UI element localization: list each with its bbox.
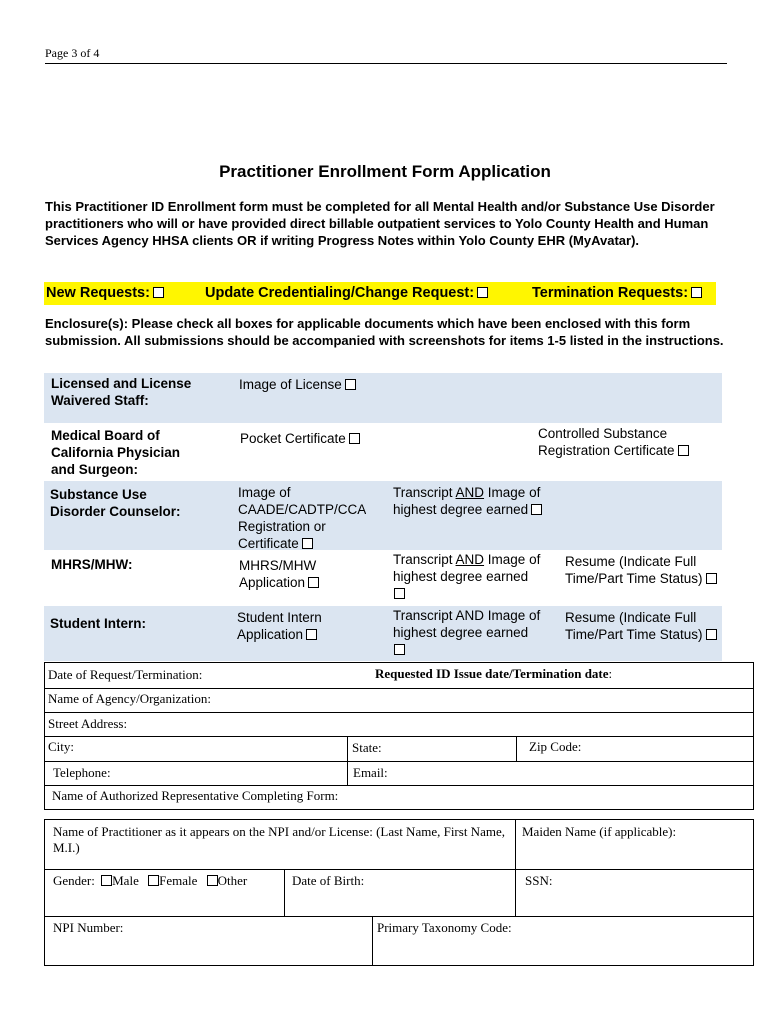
header-rule bbox=[45, 63, 727, 64]
gender-other-checkbox[interactable] bbox=[207, 875, 218, 886]
request-type-bar bbox=[44, 282, 716, 305]
row-sud-c2: Transcript AND Image of highest degree earned bbox=[393, 485, 541, 517]
row-intern-c1 bbox=[237, 609, 347, 643]
intern-application-checkbox[interactable] bbox=[306, 629, 317, 640]
ssn-field[interactable]: SSN: bbox=[525, 873, 553, 888]
authorized-rep-field[interactable]: Name of Authorized Representative Completing Form: bbox=[52, 788, 339, 803]
date-request-field[interactable]: Date of Request/Termination: bbox=[48, 667, 203, 682]
email-field[interactable]: Email: bbox=[353, 765, 388, 780]
row-mhrs-c3 bbox=[565, 553, 725, 587]
row-medical-c1 bbox=[240, 430, 360, 447]
intern-resume-label: Resume (Indicate Full Time/Part Time Status) bbox=[565, 610, 703, 642]
row-intern-c3 bbox=[565, 609, 725, 643]
row-mhrs-c1 bbox=[239, 557, 349, 591]
row-sud-label: Substance Use Disorder Counselor: bbox=[50, 487, 181, 519]
caade-certificate-checkbox[interactable] bbox=[302, 538, 313, 549]
mhrs-resume-label: Resume (Indicate Full Time/Part Time Status) bbox=[565, 554, 703, 586]
row-licensed-c1 bbox=[239, 376, 356, 393]
npi-number-field[interactable]: NPI Number: bbox=[53, 920, 124, 935]
mhrs-transcript-checkbox[interactable] bbox=[394, 588, 405, 599]
taxonomy-code-field[interactable]: Primary Taxonomy Code: bbox=[377, 920, 512, 935]
enclosures-instructions: Enclosure(s): Please check all boxes for applicable documents which have been enclosed with this form submission. All submissions should be accompanied with screenshots for items 1-5 listed in the instructions. bbox=[45, 316, 724, 348]
page-number: Page 3 of 4 bbox=[45, 46, 100, 60]
sud-transcript-checkbox[interactable] bbox=[531, 504, 542, 515]
gender-male-label: Male bbox=[112, 873, 139, 888]
row-licensed-label: Licensed and License Waivered Staff: bbox=[51, 376, 192, 408]
mhrs-application-checkbox[interactable] bbox=[308, 577, 319, 588]
street-address-field[interactable]: Street Address: bbox=[48, 716, 128, 731]
intern-transcript-label: Transcript AND Image of highest degree earned bbox=[393, 608, 541, 640]
city-field[interactable]: City: bbox=[48, 739, 75, 754]
page-title: Practitioner Enrollment Form Application bbox=[219, 162, 551, 181]
update-request-option bbox=[205, 282, 488, 305]
row-mhrs-label: MHRS/MHW: bbox=[51, 557, 133, 572]
intern-application-label: Student Intern Application bbox=[237, 610, 322, 642]
intern-resume-checkbox[interactable] bbox=[706, 629, 717, 640]
gender-female-checkbox[interactable] bbox=[148, 875, 159, 886]
gender-female-label: Female bbox=[159, 873, 198, 888]
new-request-option bbox=[46, 282, 164, 305]
termination-request-option bbox=[532, 282, 702, 305]
row-medical-c3 bbox=[538, 425, 718, 459]
requested-id-field[interactable]: Requested ID Issue date/Termination date: bbox=[375, 666, 613, 681]
mhrs-resume-checkbox[interactable] bbox=[706, 573, 717, 584]
controlled-substance-label: Controlled Substance Registration Certificate bbox=[538, 426, 675, 458]
mhrs-application-label: MHRS/MHW Application bbox=[239, 558, 317, 590]
row-medical-label: Medical Board of California Physician and Surgeon: bbox=[51, 428, 181, 477]
controlled-substance-checkbox[interactable] bbox=[678, 445, 689, 456]
gender-other-label: Other bbox=[217, 873, 248, 888]
row-mhrs-c2: Transcript AND Image of highest degree earned bbox=[393, 551, 553, 602]
update-request-label: Update Credentialing/Change Request: bbox=[205, 285, 475, 301]
row-sud-c1 bbox=[238, 484, 366, 552]
enclosure-table bbox=[44, 373, 722, 663]
gender-label: Gender: bbox=[53, 873, 95, 888]
requested-id-label: Requested ID Issue date/Termination date bbox=[375, 666, 609, 681]
pocket-certificate-checkbox[interactable] bbox=[349, 433, 360, 444]
agency-name-field[interactable]: Name of Agency/Organization: bbox=[48, 691, 211, 706]
row-intern-label: Student Intern: bbox=[50, 616, 146, 631]
new-request-checkbox[interactable] bbox=[153, 287, 164, 298]
termination-request-checkbox[interactable] bbox=[691, 287, 702, 298]
new-request-label: New Requests: bbox=[46, 285, 150, 301]
termination-request-label: Termination Requests: bbox=[532, 285, 689, 301]
image-of-license-label: Image of License bbox=[239, 377, 342, 392]
image-of-license-checkbox[interactable] bbox=[345, 379, 356, 390]
date-of-birth-field[interactable]: Date of Birth: bbox=[292, 873, 365, 888]
gender-male-checkbox[interactable] bbox=[101, 875, 112, 886]
intro-paragraph: This Practitioner ID Enrollment form must be completed for all Mental Health and/or Substance Use Disorder practitioners who will or have provided direct billable outpatient services to Yolo County Health and Human Services Agency HHSA clients OR if writing Progress Notes within Yolo County EHR (MyAvatar). bbox=[45, 199, 715, 248]
gender-field bbox=[53, 873, 247, 889]
maiden-name-field[interactable]: Maiden Name (if applicable): bbox=[522, 824, 677, 839]
update-request-checkbox[interactable] bbox=[477, 287, 488, 298]
state-field[interactable]: State: bbox=[352, 740, 382, 755]
pocket-certificate-label: Pocket Certificate bbox=[240, 431, 346, 446]
practitioner-name-field[interactable]: Name of Practitioner as it appears on the NPI and/or License: (Last Name, First Name, M.I.) bbox=[53, 824, 505, 855]
row-intern-c2 bbox=[393, 607, 553, 658]
telephone-field[interactable]: Telephone: bbox=[53, 765, 111, 780]
caade-certificate-label: Image of CAADE/CADTP/CCA Registration or Certificate bbox=[238, 485, 366, 551]
intern-transcript-checkbox[interactable] bbox=[394, 644, 405, 655]
zip-code-field[interactable]: Zip Code: bbox=[529, 739, 582, 754]
